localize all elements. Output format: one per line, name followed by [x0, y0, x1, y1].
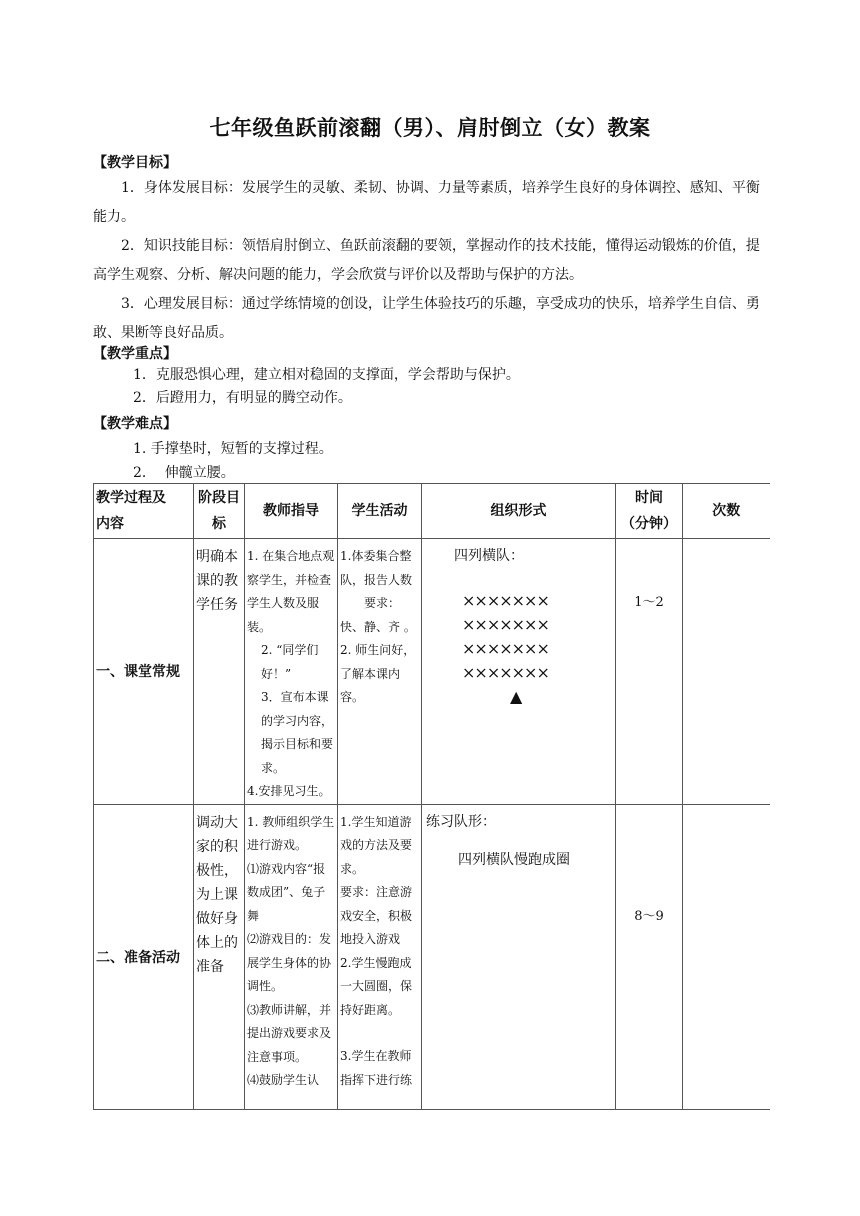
page-title: 七年级鱼跃前滚翻（男）、肩肘倒立（女）教案 [209, 116, 651, 140]
row2-teacher [245, 804, 338, 1109]
header-time-line1: 时间 [635, 490, 663, 506]
row1-teacher [245, 539, 338, 805]
row2-org-label: 练习队形： [426, 813, 496, 830]
row2-student-line: 要求：注意游戏安全，积极地投入游戏 [340, 885, 413, 946]
row1-teacher-line: 2. “同学们好！” [261, 643, 319, 681]
header-count: 次数 [683, 484, 770, 539]
lesson-table [93, 483, 770, 1110]
row1-org [422, 539, 616, 805]
header-process-line2: 内容 [96, 516, 124, 532]
row1-process: 一、课堂常规 [94, 539, 194, 805]
row1-student-line: 快、静、齐 。 [340, 619, 416, 634]
header-goal [194, 484, 245, 539]
row1-org-label: 四列横队： [454, 548, 524, 564]
header-goal-line1: 阶段目 [198, 490, 240, 506]
header-process-line1: 教学过程及 [96, 490, 166, 506]
row1-teacher-line: 3．宣布本课的学习内容，揭示目标和要求。 [261, 690, 334, 775]
header-time-line2: （分钟） [621, 516, 677, 532]
formation-row: ××××××× [462, 591, 549, 610]
row2-student-line: 1.学生知道游戏的方法及要求。 [340, 814, 413, 876]
key-point-2: 2．后蹬用力，有明显的腾空动作。 [133, 390, 352, 406]
row1-student [338, 539, 422, 805]
row2-teacher-line: ⑶教师讲解，并提出游戏要求及注意事项。 [247, 1002, 332, 1064]
row1-student-line: 2. 师生问好，了解本课内容。 [340, 643, 416, 704]
row2-org-text: 四列横队慢跑成圈 [458, 851, 570, 868]
row2-count [683, 804, 770, 1109]
key-points-heading: 【教学重点】 [93, 346, 177, 362]
teacher-marker-icon: ▲ [510, 687, 523, 706]
objective-2: 2．知识技能目标：领悟肩肘倒立、鱼跃前滚翻的要领，掌握动作的技术技能，懂得运动锻炼的价值，提高学生观察、分析、解决问题的能力，学会欣赏与评价以及帮助与保护的方法。 [93, 238, 760, 283]
row1-student-line: 1.体委集合整队，报告人数 [340, 549, 413, 587]
row2-student-line: 3.学生在教师指挥下进行练 [340, 1049, 413, 1087]
objective-1: 1．身体发展目标：发展学生的灵敏、柔韧、协调、力量等素质，培养学生良好的身体调控、感知、平衡能力。 [93, 180, 760, 225]
formation-row: ××××××× [462, 663, 549, 682]
row2-time: 8～9 [616, 804, 683, 1109]
header-teacher: 教师指导 [245, 484, 338, 539]
formation-row: ××××××× [462, 639, 549, 658]
header-time [616, 484, 683, 539]
header-org: 组织形式 [422, 484, 616, 539]
objectives-heading: 【教学目标】 [93, 155, 177, 171]
row2-org [422, 804, 616, 1109]
row1-goal: 明确本课的教学任务 [194, 539, 245, 805]
header-process [94, 484, 194, 539]
row1-teacher-line: 1. 在集合地点观察学生，并检查学生人数及服装。 [247, 549, 335, 634]
row2-process: 二、准备活动 [94, 804, 194, 1109]
formation-row: ××××××× [462, 615, 549, 634]
row2-student-line: 2.学生慢跑成一大圆圈，保持好距离。 [340, 955, 413, 1017]
row2-student [338, 804, 422, 1109]
table-header-row [94, 484, 770, 539]
row1-time: 1～2 [616, 539, 683, 805]
row2-teacher-line: ⑴游戏内容“报数成团”、兔子舞 [247, 861, 326, 923]
header-goal-line2: 标 [212, 516, 226, 532]
header-student: 学生活动 [338, 484, 422, 539]
row2-teacher-line: ⑷鼓励学生认 [247, 1073, 320, 1087]
table-row [94, 539, 770, 805]
row1-count [683, 539, 770, 805]
row2-goal: 调动大家的积极性，为上课做好身体上的准备 [194, 804, 245, 1109]
key-point-1: 1．克服恐惧心理，建立相对稳固的支撑面，学会帮助与保护。 [133, 367, 520, 383]
difficulty-1: 1. 手撑垫时，短暂的支撑过程。 [133, 441, 333, 457]
table-row [94, 804, 770, 1109]
difficulties-heading: 【教学难点】 [93, 416, 177, 432]
row2-teacher-line: 1. 教师组织学生进行游戏。 [247, 814, 335, 852]
difficulty-2: 2． 伸髋立腰。 [133, 465, 235, 481]
row1-student-line: 要求： [364, 596, 401, 610]
row2-teacher-line: ⑵游戏目的：发展学生身体的协调性。 [247, 932, 332, 993]
objective-3: 3．心理发展目标：通过学练情境的创设，让学生体验技巧的乐趣，享受成功的快乐，培养学生自信、勇敢、果断等良好品质。 [93, 296, 760, 341]
row1-teacher-line: 4.安排见习生。 [247, 784, 331, 798]
